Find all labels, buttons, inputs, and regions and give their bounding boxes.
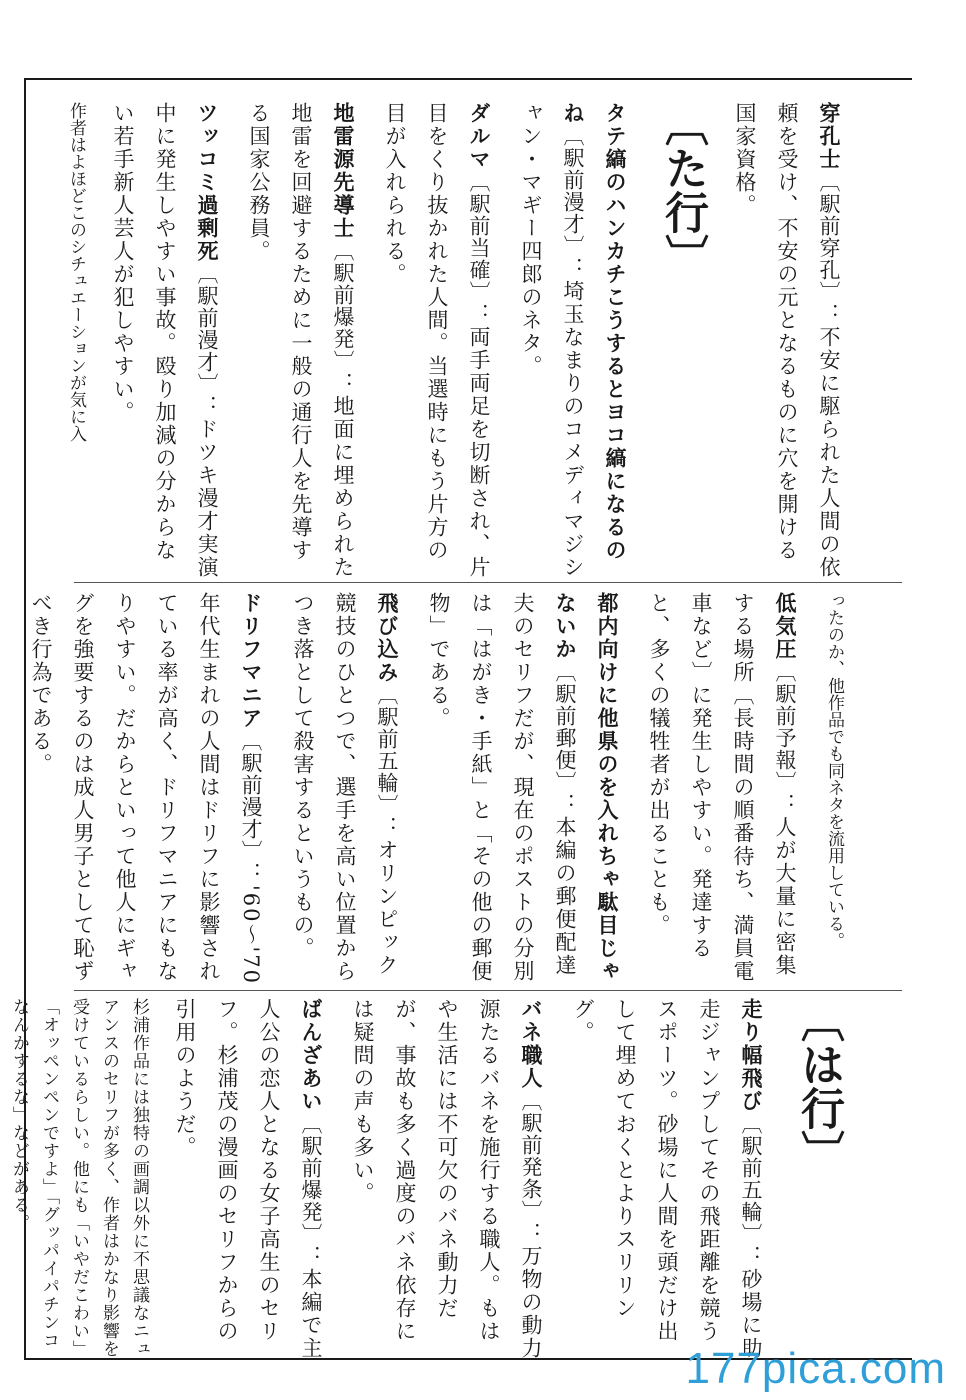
entry-text: ：本編の郵便配達夫のセリフだが、現在のポストの分別は「はがき・手紙」と「その他の郵便物」である。 — [427, 592, 577, 983]
entry-source: 〔駅前漫才〕 — [239, 730, 263, 862]
entry-text: ：地面に埋められた地雷を回避するために一般の通行人を先導する国家公務員。 — [247, 102, 355, 579]
section-ha-gyou — [9, 998, 912, 1360]
section-heading-ha: 〔は行〕 — [793, 998, 844, 1174]
entry-source: 〔駅前漫才〕 — [561, 125, 585, 257]
section-heading-ta: 〔た行〕 — [657, 102, 708, 278]
entry-text: ：埼玉なまりのコメディマジシャン・マギー四郎のネタ。 — [519, 102, 585, 579]
entry-term: 低気圧 — [773, 592, 798, 661]
entry-hashirihaba — [562, 998, 772, 1360]
entry-dorifmania — [20, 592, 272, 986]
section-ta-gyou-continued — [26, 592, 912, 986]
entry-text: ：両手両足を切断され、片目をくり抜かれた人間。当選時にもう片方の目が入れられる。 — [383, 102, 491, 579]
section-divider — [74, 582, 902, 583]
entry-term: タテ縞のハンカチこうするとヨコ縞になるのね — [561, 102, 628, 562]
entry-note: 杉浦作品には独特の画調以外に不思議なニュアンスのセリフが多く、作者はかなり影響を受けているらしい。他にも「いやだこわい」「オッペンペンですよ」「グッパイパチンコなんかするな」などがある。 — [9, 998, 149, 1358]
entry-source: 〔駅前当確〕 — [467, 171, 491, 303]
entry-source: 〔駅前爆発〕 — [299, 1113, 323, 1245]
entry-source: 〔駅前五輪〕 — [739, 1113, 763, 1245]
entry-source: 〔駅前郵便〕 — [553, 661, 577, 793]
entry-text: ：ドツキ漫才実演中に発生しやすい事故。殴り加減の分からない若手新人芸人が犯しやすい。 — [111, 102, 219, 579]
entry-text: ：万物の動力源たるバネを施行する職人。もはや生活には不可欠のバネ動力だが、事故も多く過度のバネ依存には疑問の声も多い。 — [351, 998, 543, 1360]
entry-tonai — [418, 592, 628, 986]
entry-term: 都内向けに他県のを入れちゃ駄目じゃないか — [553, 592, 620, 983]
entry-tatejima — [510, 102, 636, 580]
entry-source: 〔駅前予報〕 — [773, 661, 797, 793]
entry-term: ダルマ — [467, 102, 492, 171]
entry-text: ：不安に駆られた人間の依頼を受け、不安の元となるものに穴を開ける国家資格。 — [733, 102, 841, 579]
entry-text: ：本編で主人公の恋人となる女子高生のセリフ。杉浦茂の漫画のセリフからの引用のようだ。 — [173, 998, 323, 1360]
entry-term: 穿孔士 — [817, 102, 842, 171]
entry-term: 走り幅飛び — [739, 998, 764, 1113]
entry-source: 〔駅前五輪〕 — [375, 684, 399, 816]
entry-note: 作者はよほどこのシチュエーションが気に入 — [66, 102, 86, 442]
entry-senkoushi — [724, 102, 850, 580]
section-divider — [74, 990, 902, 991]
entry-jirai — [238, 102, 364, 580]
section-ta-gyou — [26, 102, 912, 580]
entry-baneshokunin — [342, 998, 552, 1360]
entry-source: 〔駅前漫才〕 — [195, 263, 219, 395]
entry-daruma — [374, 102, 500, 580]
entry-teikiatsu — [638, 592, 806, 986]
entry-source: 〔駅前発条〕 — [519, 1090, 543, 1222]
entry-term: 飛び込み — [375, 592, 400, 684]
entry-term: ツッコミ過剰死 — [195, 102, 220, 263]
entry-text: ：オリンピック競技のひとつで、選手を高い位置からつき落として殺害するというもの。 — [291, 592, 399, 983]
entry-text: ：人が大量に密集する場所〔長時間の順番待ち、満員電車など〕に発生しやすい。発達すると、多くの犠牲者が出ることも。 — [647, 592, 797, 983]
watermark-text: 177pica.com — [685, 1344, 946, 1393]
entry-text: ：'60〜'70年代生まれの人間はドリフに影響されている率が高く、ドリフマニアにもなりやすい。だからといって他人にギャグを強要するのは成人男子として恥ずべき行為である。 — [29, 592, 263, 985]
entry-tsukkomi — [102, 102, 228, 580]
entry-text: ：砂場に助走ジャンプしてその飛距離を競うスポーツ。砂場に人間を頭だけ出して埋めておくとよりスリリング。 — [571, 998, 763, 1360]
entry-term: ドリフマニア — [239, 592, 264, 730]
page-frame — [9, 78, 912, 1360]
entry-banzaai — [164, 998, 332, 1360]
entry-term: ばんざあい — [299, 998, 324, 1113]
entry-tobikomi — [282, 592, 408, 986]
entry-term: 地雷源先導士 — [331, 102, 356, 240]
entry-note: ったのか、他作品でも同ネタを流用している。 — [824, 592, 844, 949]
entry-source: 〔駅前穿孔〕 — [817, 171, 841, 303]
entry-term: バネ職人 — [519, 998, 544, 1090]
entry-source: 〔駅前爆発〕 — [331, 240, 355, 372]
